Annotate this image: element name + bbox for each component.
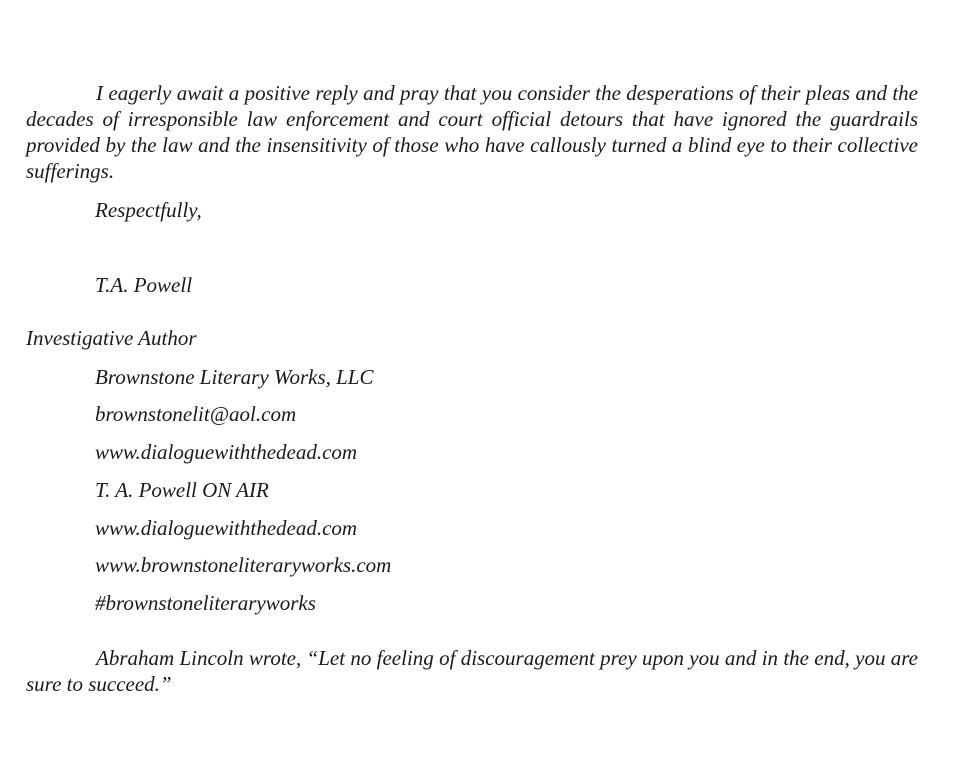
- show-name: T. A. Powell ON AIR: [95, 478, 269, 502]
- email-address: brownstonelit@aol.com: [95, 402, 297, 426]
- author-title: Investigative Author: [26, 326, 197, 350]
- website-link-3: www.brownstoneliteraryworks.com: [95, 553, 392, 577]
- website-link-2: www.dialoguewiththedead.com: [95, 516, 358, 540]
- valediction: Respectfully,: [95, 198, 202, 222]
- signature-name: T.A. Powell: [95, 273, 193, 297]
- website-link-1: www.dialoguewiththedead.com: [95, 440, 358, 464]
- closing-paragraph: I eagerly await a positive reply and pray that you consider the desperations of their pleas and the decades of irresponsible law enforcement and court official detours that have ignored the guardrails provided by the law and the insensitivity of those who have callously turned a blind eye to their collective sufferings.: [26, 81, 918, 183]
- company-name: Brownstone Literary Works, LLC: [95, 365, 374, 389]
- lincoln-quote: Abraham Lincoln wrote, “Let no feeling of discouragement prey upon you and in the end, you are sure to succeed.”: [26, 646, 918, 696]
- hashtag: #brownstoneliteraryworks: [95, 591, 316, 615]
